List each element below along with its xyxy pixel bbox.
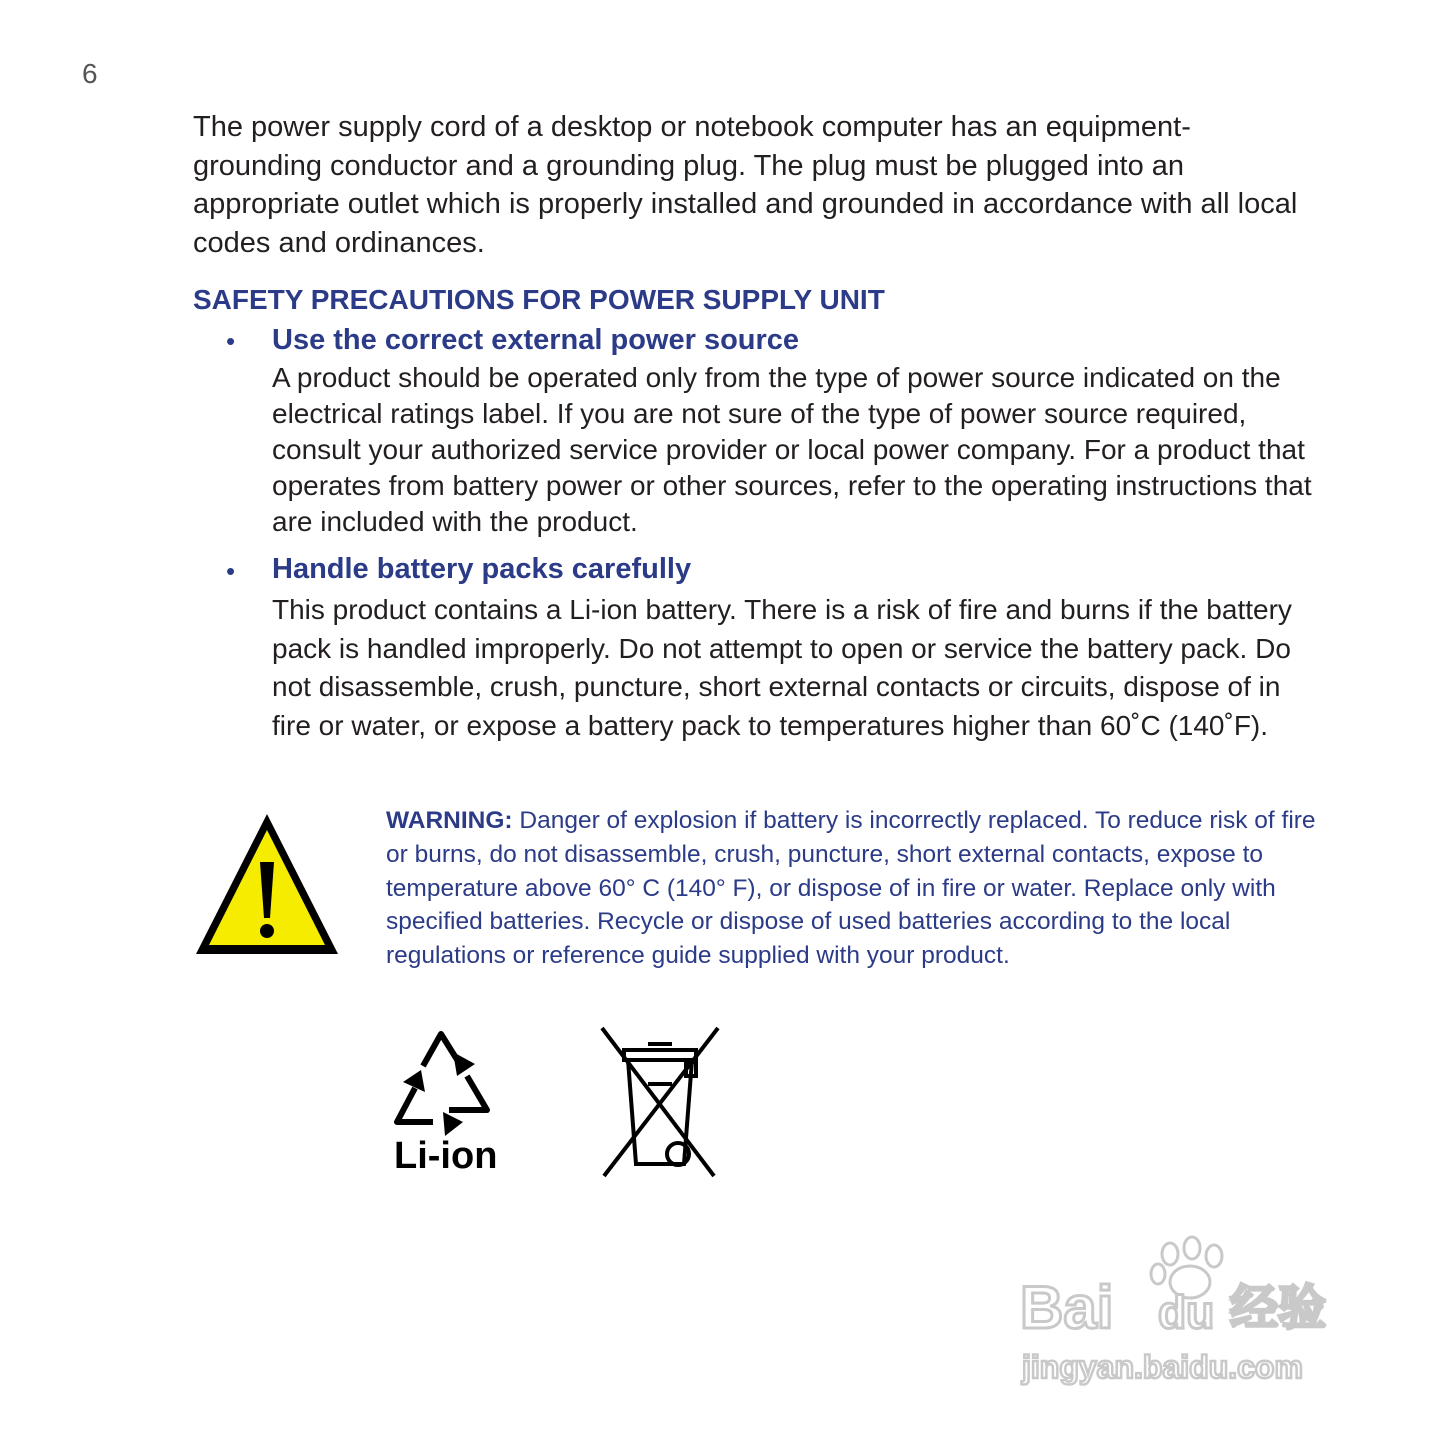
bullet-body-power-source: A product should be operated only from the type of power source indicated on the electrical ratings label. If you are not sure of the type of power source required, consult your authorized service provider or local power company. For a product that operates from battery power or other sources, refer to the operating instructions that are included with the product. (272, 362, 1312, 537)
bullet-marker: • (226, 326, 236, 356)
bullet-body-battery: This product contains a Li-ion battery. There is a risk of fire and burns if the battery pack is handled improperly. Do not attempt to open or service the battery pack. Do not disassemble, crush, puncture, short external contacts or circuits, dispose of in fire or water, or expose a battery pack to temperatures higher than 60˚C (140˚F). (272, 594, 1292, 741)
warning-message: Danger of explosion if battery is incorrectly replaced. To reduce risk of fire or burns, do not disassemble, crush, puncture, short external contacts, expose to temperature above 60° C (140° F), or dispose of in fire or water. Replace only with specified batteries. Recycle or dispose of used batteries according to the local regulations or reference guide supplied with your product. (386, 807, 1316, 970)
crossed-bin-icon (598, 1026, 722, 1178)
section-title: SAFETY PRECAUTIONS FOR POWER SUPPLY UNIT (193, 284, 885, 315)
recycle-icon (383, 1026, 501, 1136)
svg-text:Bai: Bai (1020, 1274, 1114, 1341)
warning-triangle-icon (192, 810, 342, 958)
warning-text (386, 804, 1316, 973)
svg-text:du: du (1158, 1286, 1215, 1338)
bullet-title-battery: Handle battery packs carefully (272, 553, 692, 585)
page-number: 6 (82, 58, 98, 89)
svg-text:经验: 经验 (1230, 1280, 1327, 1336)
bullet-marker: • (226, 556, 236, 586)
intro-paragraph: The power supply cord of a desktop or notebook computer has an equipment-grounding conductor and a grounding plug. The plug must be plugged into an appropriate outlet which is properly installed and grounded in accordance with all local codes and ordinances. (193, 111, 1298, 259)
recycle-li-ion-symbol (383, 1026, 501, 1178)
bullet-title-power-source: Use the correct external power source (272, 324, 800, 356)
recycle-label: Li-ion (394, 1135, 498, 1177)
baidu-watermark-logo (1010, 1230, 1360, 1390)
svg-text:jingyan.baidu.com: jingyan.baidu.com (1022, 1349, 1303, 1385)
warning-label: WARNING: (386, 807, 513, 834)
